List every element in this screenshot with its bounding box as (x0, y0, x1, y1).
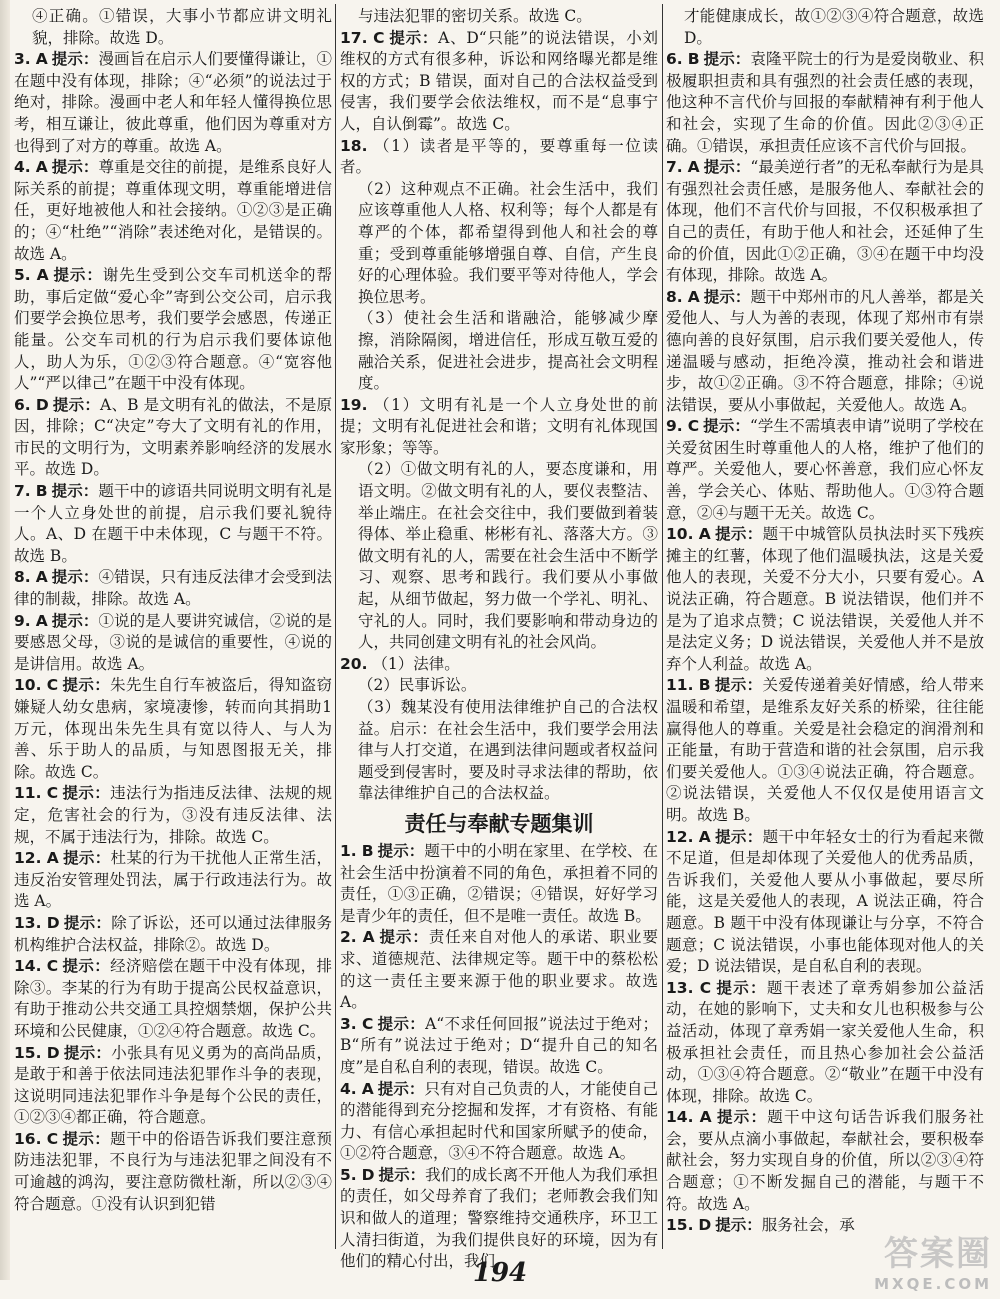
question-number: 19. (340, 395, 368, 414)
question-number: 3. (14, 50, 31, 69)
hint-label: 提示： (377, 841, 425, 860)
answer-letter: C (361, 1014, 374, 1033)
page-number: 194 (472, 1258, 528, 1288)
answer-letter: A (362, 928, 375, 947)
question-number: 15. (14, 1043, 42, 1062)
explanation-text: 除了诉讼，还可以通过法律服务机构维护合法权益，排除②。故选 D。 (14, 913, 332, 954)
explanation-text: 题干中的谚语共同说明文明有礼是一个人立身处世的前提，启示我们要礼貌待人。A、D 在题干中未体现，C 与题干不符。故选 B。 (14, 482, 332, 565)
explanation-text: A“不求任何回报”说法过于绝对；B“所有”说法过于绝对；D“提升自己的知名度”是自私自利的表现，错误。故选 C。 (340, 1014, 658, 1076)
answer-item (340, 1165, 658, 1273)
hint-label: 提示： (715, 1108, 768, 1127)
hint-label: 提示： (714, 827, 763, 846)
question-number: 7. (666, 158, 683, 177)
answer-letter: B (35, 482, 48, 501)
question-number: 11. (666, 676, 694, 695)
hint-label: 提示： (51, 568, 99, 587)
explanation-text: 袁隆平院士的行为是爱岗敬业、积极履职担责和具有强烈的社会责任感的表现，他这种不言代价与回报的奉献精神有利于他人和社会，实现了生命的价值。因此②③④正确。①错误，承担责任应该不言代价与回报。 (666, 50, 984, 155)
explanation-text: A、D“只能”的说法错误，小刘维权的方式有很多种，诉讼和网络曝光都是维权的方式；B 错误，面对自己的合法权益受到侵害，我们要学会依法维权，而不是“息事宁人，自认倒霉”。故选 C。 (340, 28, 658, 133)
explanation-text: 题干中的小明在家里、在学校、在社会生活中扮演着不同的角色，承担着不同的责任，①③正确，②错误；④错误，好好学习是青少年的责任，但不是唯一责任。故选 B。 (340, 841, 658, 925)
section-title: 责任与奉献专题集训 (404, 811, 594, 836)
answer-item (340, 28, 658, 136)
continuation-text: （2）①做文明有礼的人，要态度谦和，用语文明。②做文明有礼的人，要仪表整洁、举止端庄。在社会交往中，我们要做到着装得体、举止稳重、彬彬有礼、落落大方。③做文明有礼的人，需要在社会生活中不断学习、观察、思考和践行。我们要从小事做起，从细节做起，努力做一个学礼、明礼、守礼的人。同时，我们要影响和带动身边的人，共同创建文明有礼的社会风尚。 (358, 460, 658, 652)
hint-label: 提示： (714, 676, 763, 695)
explanation-text: 杜某的行为干扰他人正常生活，违反治安管理处罚法，属于行政违法行为。故选 A。 (14, 849, 332, 911)
explanation-text: 题干中的俗语告诉我们要注意预防违法犯罪，不良行为与违法犯罪之间没有不可逾越的鸿沟，要注意防微杜渐，所以②③④符合题意。①没有认识到犯错 (14, 1129, 332, 1213)
binding-edge (0, 0, 10, 1280)
answer-item (340, 841, 658, 927)
continuation-text: （3）使社会生活和谐融洽，能够减少摩擦，消除隔阂，增进信任，形成互敬互爱的融洽关系，促进社会进步，提高社会文明程度。 (358, 309, 658, 393)
answer-item (14, 848, 332, 913)
explanation-text: 题干中城管队员执法时买下残疾摊主的红薯，体现了他们温暖执法，这是关爱他人的表现，关爱不分大小，只要有爱心。A 说法正确，符合题意。B 说法错误，他们并不是为了追求点赞；C 说法错误，关爱他人并不是法定义务；D 说法错误，关爱他人并不是放弃个人利益。故选 A。 (666, 525, 984, 673)
continuation-text: 与违法犯罪的密切关系。故选 C。 (358, 7, 592, 25)
answer-item (14, 675, 332, 783)
answer-letter: A (699, 1108, 712, 1127)
middle-column (340, 6, 658, 1271)
hint-label: 提示： (52, 266, 103, 285)
hint-label: 提示： (51, 50, 99, 69)
explanation-text: 漫画旨在启示人们要懂得谦让，①在题中没有体现，排除；④“必须”的说法过于绝对，排除。漫画中老人和年轻人懂得换位思考，相互谦让，彼此尊重，他们因为尊重对方也得到了对方的尊重。故选 A。 (14, 50, 332, 155)
answer-letter: B (698, 676, 711, 695)
question-number: 9. (666, 417, 683, 436)
hint-label: 提示： (51, 611, 99, 630)
hint-label: 提示： (715, 978, 767, 997)
answer-letter: D (46, 1043, 60, 1062)
question-number: 12. (666, 827, 694, 846)
hint-label: 提示： (62, 676, 111, 695)
explanation-text: 只有对自己负责的人，才能使自己的潜能得到充分挖掘和发挥，才有资格、有能力、有信心承担起时代和国家所赋予的使命，①②符合题意，③④不符合题意。故选 A。 (340, 1079, 658, 1163)
explanation-text: ④错误，只有违反法律才会受到法律的制裁，排除。故选 A。 (14, 568, 332, 609)
answer-item (666, 49, 984, 157)
answer-letter: A (698, 827, 711, 846)
question-number: 16. (14, 1129, 42, 1148)
question-number: 1. (340, 841, 357, 860)
explanation-text: 我们的成长离不开他人为我们承担的责任，如父母养育了我们；老师教会我们知识和做人的道理；警察维持交通秩序，环卫工人清扫街道，为我们提供良好的环境，因为有他们的精心付出，我们 (340, 1165, 658, 1271)
question-number: 14. (14, 957, 42, 976)
hint-label: 提示： (377, 1014, 426, 1033)
answer-item (14, 956, 332, 1042)
answer-letter: A (687, 287, 700, 306)
column-divider-left (335, 4, 336, 1249)
explanation-text: 题干表述了章秀娟参加公益活动，在她的影响下，丈夫和女儿也积极参与公益活动，体现了章秀娟一家关爱他人生命，积极承担社会责任，而且热心参加社会公益活动，①③④符合题意。②“敬业”在题干中没有体现，排除。故选 C。 (666, 978, 984, 1105)
right-column (666, 6, 984, 1256)
answer-item (14, 611, 332, 676)
hint-label: 提示： (377, 1079, 425, 1098)
answer-item (340, 654, 658, 676)
answer-letter: A (687, 158, 700, 177)
hint-label: 提示： (63, 1043, 112, 1062)
question-number: 4. (14, 158, 31, 177)
question-number: 6. (666, 50, 683, 69)
answer-letter: D (46, 913, 60, 932)
hint-label: 提示： (63, 913, 112, 932)
question-number: 17. (340, 28, 368, 47)
left-column (14, 6, 332, 1256)
question-number: 2. (340, 928, 357, 947)
answer-letter: C (373, 28, 385, 47)
explanation-text: 责任来自对他人的承诺、职业要求、道德规范、法律规定等。题干中的蔡松松的这一责任主要来源于他的职业要求。故选 A。 (340, 928, 658, 1012)
answer-item (666, 287, 984, 417)
explanation-text: 服务社会，承 (761, 1216, 855, 1235)
answer-item (340, 395, 658, 460)
hint-label: 提示： (51, 482, 99, 501)
answer-letter: A (698, 525, 711, 544)
explanation-text: 题干中年轻女士的行为看起来微不足道，但是却体现了关爱他人的优秀品质，告诉我们，关爱他人要从小事做起，要尽所能，这是关爱他人的表现，A 说法正确，符合题意。B 题干中没有体现谦让与分享，不符合题意；C 说法错误，小事也能体现对他人的关爱；D 说法错误，是自私自利的表现。 (666, 827, 984, 976)
hint-label: 提示： (52, 395, 101, 414)
answer-item (340, 1079, 658, 1165)
answer-letter: A (35, 158, 48, 177)
question-number: 14. (666, 1108, 694, 1127)
watermark-text: 答案圈 (884, 1234, 992, 1274)
hint-label: 提示： (703, 287, 751, 306)
continuation-text: （2）这种观点不正确。社会生活中，我们应该尊重他人人格、权利等；每个人都是有尊严的个体，都希望得到他人和社会的尊重；受到尊重能够增强自尊、自信，产生良好的心理体验。我们要平等对待他人，学会换位思考。 (358, 179, 658, 306)
answer-item (340, 1014, 658, 1079)
explanation-text: （1）法律。 (372, 654, 460, 673)
answer-item (340, 927, 658, 1013)
explanation-text: 谢先生受到公交车司机送伞的帮助，事后定做“爱心伞”寄到公交公司，启示我们要学会换位思考，我们要学会感恩，传递正能量。公交车司机的行为启示我们要体谅他人，助人为乐，①②③符合题意。④“宽容他人”“严以律己”在题干中没有体现。 (14, 266, 332, 393)
explanation-text: “最美逆行者”的无私奉献行为是具有强烈社会责任感，是服务他人、奉献社会的体现，他们不言代价与回报，不仅积极承担了自己的责任，有助于他人和社会，还延伸了生命的价值，因此①②正确，③④在题干中均没有体现，排除。故选 A。 (666, 158, 984, 285)
hint-label: 提示： (62, 957, 111, 976)
question-number: 4. (340, 1079, 357, 1098)
column-divider-right (662, 4, 663, 1249)
hint-label: 提示： (62, 849, 111, 868)
continuation-text: ④正确。①错误，大事小节都应讲文明礼貌，排除。故选 D。 (32, 7, 332, 47)
continuation-text: （3）魏某没有使用法律维护自己的合法权益。启示：在社会生活中，我们要学会用法律与人打交道，在遇到法律问题或者权益问题受到侵害时，要及时寻求法律的帮助，依靠法律维护自己的合法权益。 (358, 698, 658, 803)
answer-item (666, 978, 984, 1108)
explanation-text: 小张具有见义勇为的高尚品质，是敢于和善于依法同违法犯罪作斗争的表现，这说明同违法犯罪作斗争是每个公民的责任，①②③④都正确，符合题意。 (14, 1043, 332, 1127)
explanation-text: 题干中郑州市的凡人善举，都是关爱他人、与人为善的表现，体现了郑州市有崇德向善的良好氛围，启示我们要关爱他人，传递温暖与感动，拒绝冷漠，推动社会和谐进步，故①②正确。③不符合题意，排除；④说法错误，要从小事做起，关爱他人。故选 A。 (666, 287, 984, 414)
watermark-logo (874, 1226, 992, 1293)
answer-item (14, 1043, 332, 1129)
answer-letter: C (699, 978, 712, 997)
explanation-text: （1）读者是平等的，要尊重每一位读者。 (340, 136, 658, 177)
answer-letter: A (35, 568, 48, 587)
answer-letter: D (698, 1216, 712, 1235)
answer-item (14, 157, 332, 265)
answer-letter: C (46, 784, 59, 803)
answer-letter: A (46, 849, 59, 868)
answer-item (666, 524, 984, 675)
question-number: 3. (340, 1014, 357, 1033)
explanation-text: 经济赔偿在题干中没有体现，排除③。李某的行为有助于提高公民权益意识，有助于推动公共交通工具控烟禁烟，保护公共环境和公民健康，①②④符合题意。故选 C。 (14, 957, 332, 1040)
question-number: 12. (14, 849, 42, 868)
answer-letter: B (361, 841, 374, 860)
answer-letter: A (361, 1079, 374, 1098)
answer-item (14, 481, 332, 567)
question-number: 13. (666, 978, 694, 997)
question-number: 5. (340, 1165, 357, 1184)
explanation-text: 题干中这句话告诉我们服务社会，要从点滴小事做起，奉献社会，要积极奉献社会，努力实现自身的价值，所以②③④符合题意；①不断发掘自己的潜能，与题干不符。故选 A。 (666, 1108, 984, 1213)
answer-letter: A (36, 266, 49, 285)
question-number: 11. (14, 784, 42, 803)
answer-letter: C (46, 676, 59, 695)
question-number: 8. (14, 568, 31, 587)
answer-item (14, 395, 332, 481)
explanation-text: 违法行为指违反法律、法规的规定，危害社会的行为，③没有违反法律、法规，不属于违法行为，排除。故选 C。 (14, 784, 332, 846)
question-number: 20. (340, 654, 368, 673)
hint-label: 提示： (378, 928, 429, 947)
hint-label: 提示： (62, 1129, 111, 1148)
answer-letter: C (46, 1129, 59, 1148)
answer-letter: B (687, 50, 700, 69)
answer-letter: A (35, 50, 48, 69)
explanation-text: （1）文明有礼是一个人立身处世的前提；文明有礼促进社会和谐；文明有礼体现国家形象；等等。 (340, 395, 658, 457)
question-number: 9. (14, 611, 31, 630)
answer-item (666, 827, 984, 978)
hint-label: 提示： (715, 1216, 762, 1235)
hint-label: 提示： (388, 28, 439, 47)
explanation-text: ①说的是人要讲究诚信，②说的是要感恩父母，③说的是诚信的重要性，④说的是讲信用。故选 A。 (14, 611, 332, 673)
answer-item (14, 49, 332, 157)
answer-letter: C (687, 417, 700, 436)
watermark-url: MXQE.COM (874, 1275, 992, 1293)
answer-item (14, 1129, 332, 1215)
question-number: 6. (14, 395, 31, 414)
answer-letter: A (35, 611, 48, 630)
hint-label: 提示： (51, 158, 99, 177)
answer-item (666, 675, 984, 826)
explanation-text: 尊重是交往的前提，是维系良好人际关系的前提；尊重体现文明，尊重能增进信任，更好地被他人和社会接纳。①②③是正确的；④“杜绝”“消除”表述绝对化，是错误的。故选 A。 (14, 158, 332, 263)
explanation-text: 朱先生自行车被盗后，得知盗窃嫌疑人幼女患病，家境凄惨，转而向其捐助1万元，体现出朱先生具有宽以待人、与人为善、乐于助人的品质，与知恩图报无关，排除。故选 C。 (14, 676, 332, 781)
hint-label: 提示： (714, 525, 763, 544)
hint-label: 提示： (378, 1165, 426, 1184)
question-number: 8. (666, 287, 683, 306)
question-number: 10. (14, 676, 42, 695)
question-number: 13. (14, 913, 42, 932)
hint-label: 提示： (62, 784, 111, 803)
answer-item (666, 157, 984, 287)
question-number: 18. (340, 136, 368, 155)
answer-item (14, 913, 332, 956)
hint-label: 提示： (703, 158, 751, 177)
answer-item (14, 265, 332, 395)
explanation-text: A、B 是文明有礼的做法，不是原因，排除；C“决定”夸大了文明有礼的作用，市民的文明行为，文明素养影响经济的发展水平。故选 D。 (14, 395, 332, 479)
question-number: 10. (666, 525, 694, 544)
explanation-text: 关爱传递着美好情感，给人带来温暖和希望，是维系友好关系的桥梁，往往能赢得他人的尊重。关爱是社会稳定的润滑剂和正能量，有助于营造和谐的社会氛围，启示我们要关爱他人。①③④说法正确，符合题意。②说法错误，关爱他人不仅仅是使用语言文明。故选 B。 (666, 676, 984, 824)
hint-label: 提示： (703, 417, 750, 436)
answer-letter: C (46, 957, 59, 976)
answer-item (14, 567, 332, 610)
question-number: 5. (14, 266, 31, 285)
continuation-text: 才能健康成长，故①②③④符合题意，故选 D。 (684, 7, 984, 47)
question-number: 7. (14, 482, 31, 501)
answer-item (666, 1107, 984, 1215)
answer-item (666, 416, 984, 524)
explanation-text: “学生不需填表申请”说明了学校在关爱贫困生时尊重他人的人格，维护了他们的尊严。关爱他人，要心怀善意，我们应心怀友善，学会关心、体贴、帮助他人。①③符合题意，②④与题干无关。故选 C。 (666, 417, 984, 522)
answer-letter: D (361, 1165, 375, 1184)
answer-letter: D (35, 395, 49, 414)
hint-label: 提示： (703, 50, 751, 69)
question-number: 15. (666, 1216, 694, 1235)
answer-item (14, 783, 332, 848)
continuation-text: （2）民事诉讼。 (358, 676, 477, 695)
answer-item (340, 136, 658, 179)
